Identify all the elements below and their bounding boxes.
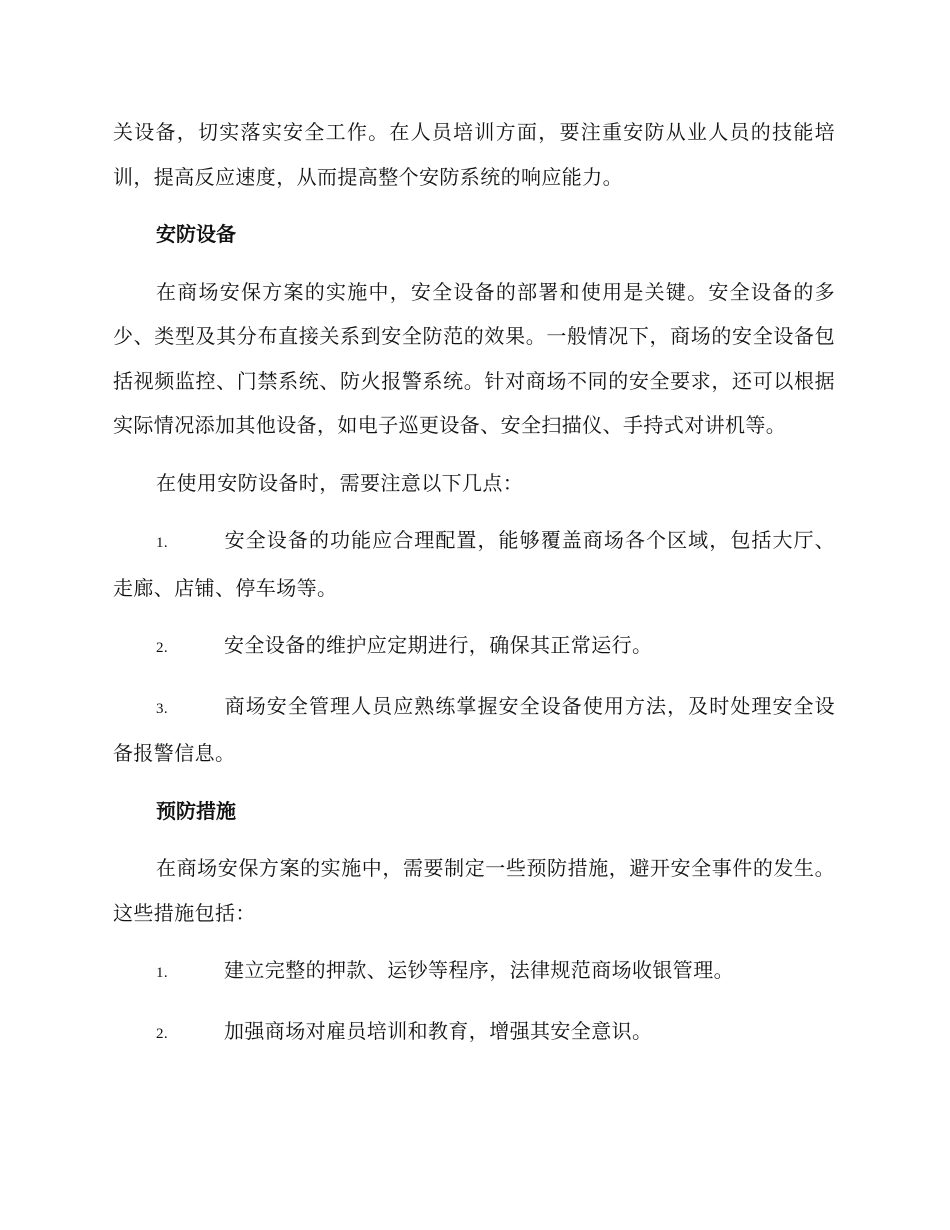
list-item-text: 建立完整的押款、运钞等程序，法律规范商场收银管理。 (224, 958, 734, 982)
paragraph-prevention-overview: 在商场安保方案的实施中，需要制定一些预防措施，避开安全事件的发生。这些措施包括： (113, 856, 835, 925)
list-number: 1. (156, 965, 169, 981)
list-item-text: 安全设备的功能应合理配置，能够覆盖商场各个区域，包括大厅、走廊、店铺、停车场等。 (113, 528, 835, 600)
list-item-security-1 (113, 518, 835, 610)
paragraph-security-notes-intro: 在使用安防设备时，需要注意以下几点： (156, 470, 524, 495)
list-number: 1. (156, 535, 169, 551)
list-number: 2. (156, 640, 169, 656)
list-item-text: 安全设备的维护应定期进行，确保其正常运行。 (224, 633, 653, 657)
list-number: 2. (156, 1025, 169, 1042)
paragraph-intro-continued: 关设备，切实落实安全工作。在人员培训方面，要注重安防从业人员的技能培训，提高反应速度，从而提高整个安防系统的响应能力。 (113, 120, 835, 189)
list-item-prevention-1 (113, 948, 835, 996)
paragraph-security-overview: 在商场安保方案的实施中，安全设备的部署和使用是关键。安全设备的多少、类型及其分布直接关系到安全防范的效果。一般情况下，商场的安全设备包括视频监控、门禁系统、防火报警系统。针对商场不同的安全要求，还可以根据实际情况添加其他设备，如电子巡更设备、安全扫描仪、手持式对讲机等。 (113, 279, 835, 437)
list-item-text: 加强商场对雇员培训和教育，增强其安全意识。 (224, 1018, 653, 1043)
list-item-security-3 (113, 684, 835, 776)
document-page (113, 110, 835, 1056)
list-number: 3. (156, 700, 169, 717)
list-item-security-2 (113, 623, 835, 671)
list-item-text: 商场安全管理人员应熟练掌握安全设备使用方法，及时处理安全设备报警信息。 (113, 693, 835, 765)
heading-prevention-measures: 预防措施 (156, 798, 236, 823)
list-item-prevention-2 (113, 1009, 835, 1057)
heading-security-equipment: 安防设备 (156, 222, 236, 246)
